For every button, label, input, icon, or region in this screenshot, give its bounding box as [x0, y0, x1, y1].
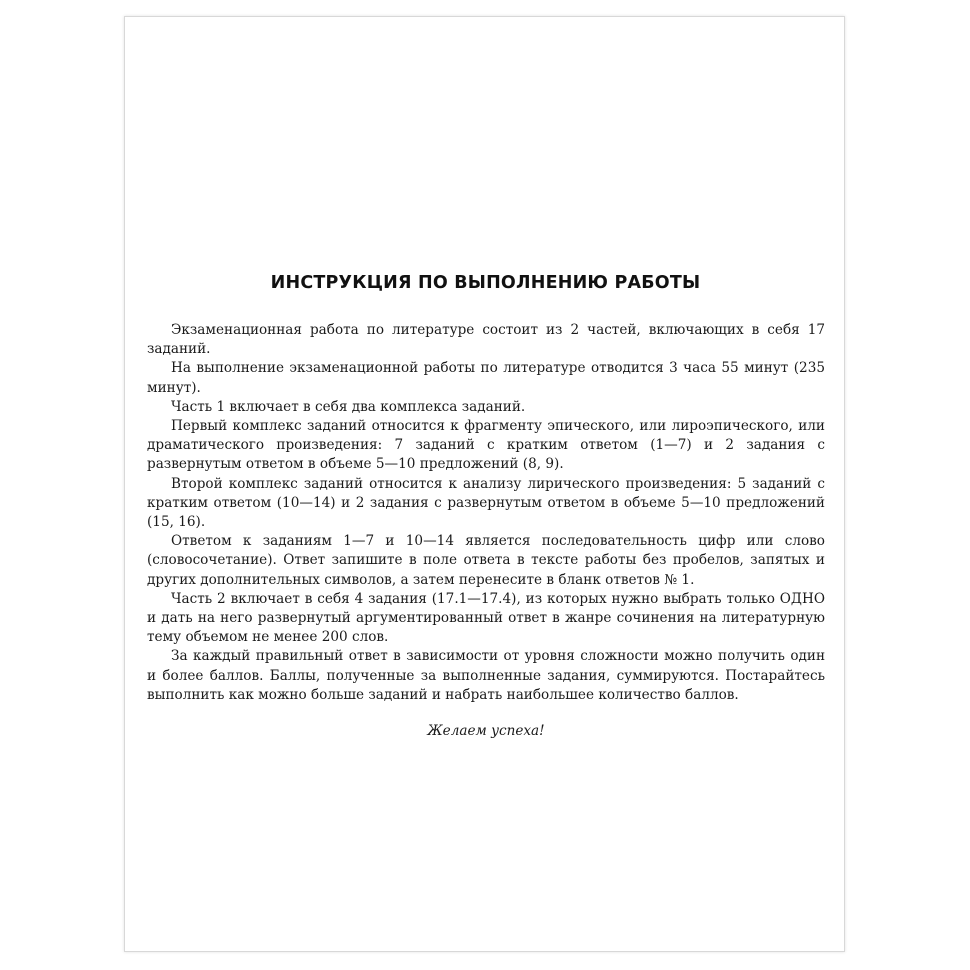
paragraph-second-complex: Второй комплекс заданий относится к анализу лирического произведения: 5 заданий с кратким ответом (10—14) и 2 задания с развернутым ответом в объеме 5—10 предложений (15, 16).: [147, 475, 825, 531]
document-page: [124, 16, 845, 952]
closing-wish: Желаем успеха!: [427, 723, 545, 740]
paragraph-answer-format: Ответом к заданиям 1—7 и 10—14 является последовательность цифр или слово (словосочетание). Ответ запишите в поле ответа в тексте работы без пробелов, запятых и других дополнительных символов, а затем перенесите в бланк ответов № 1.: [147, 533, 825, 588]
paragraph-part2: Часть 2 включает в себя 4 задания (17.1—17.4), из которых нужно выбрать только ОДНО и дать на него развернутый аргументированный ответ в жанре сочинения на литературную тему объемом не менее 200 слов.: [147, 590, 825, 646]
paragraph-duration: На выполнение экзаменационной работы по литературе отводится 3 часа 55 минут (235 минут).: [147, 360, 825, 396]
paragraph-parts-count: Экзаменационная работа по литературе состоит из 2 частей, включающих в себя 17 заданий.: [147, 322, 825, 358]
document-title: ИНСТРУКЦИЯ ПО ВЫПОЛНЕНИЮ РАБОТЫ: [270, 273, 701, 293]
paragraph-part1-intro: Часть 1 включает в себя два комплекса заданий.: [171, 398, 526, 415]
paragraph-scoring: За каждый правильный ответ в зависимости от уровня сложности можно получить один и более баллов. Баллы, полученные за выполненные задания, суммируются. Постарайтесь выполнить как можно больше заданий и набрать наибольшее количество баллов.: [147, 648, 825, 703]
paragraph-first-complex: Первый комплекс заданий относится к фрагменту эпического, или лироэпического, или драматического произведения: 7 заданий с кратким ответом (1—7) и 2 задания с развернутым ответом в объеме 5—10 предложений (8, 9).: [147, 418, 825, 473]
instructions-body: [147, 321, 825, 741]
